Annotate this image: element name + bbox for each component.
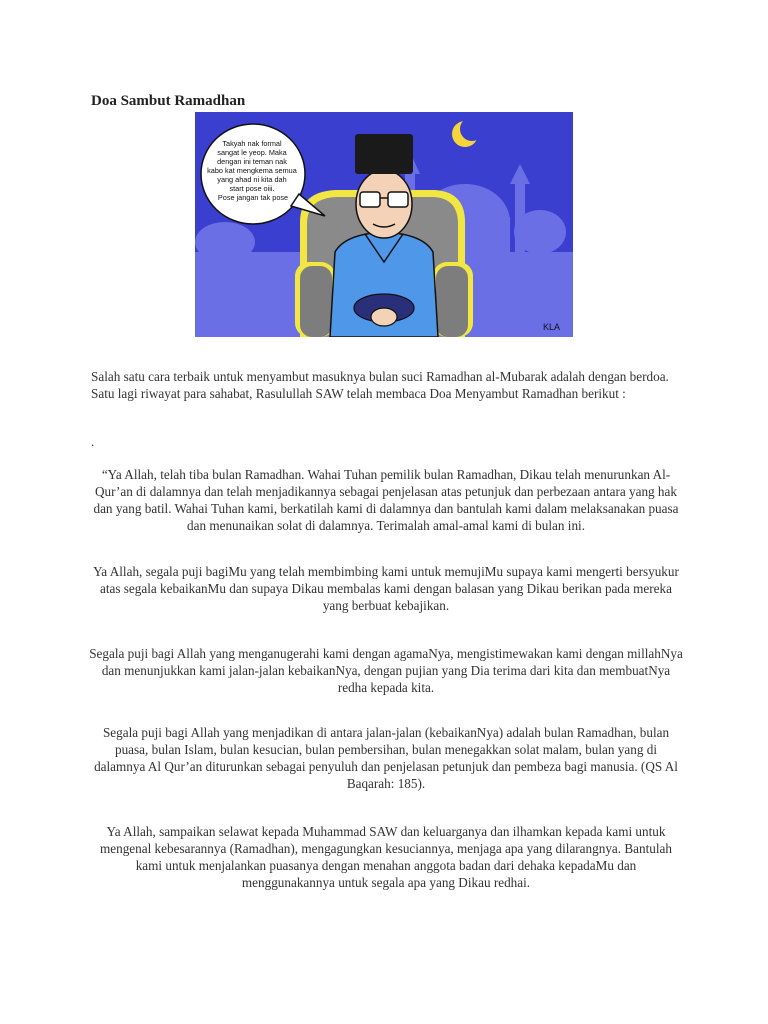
speech-line: yang ahad ni kita dah <box>217 175 287 184</box>
artist-signature: KLA <box>543 322 561 332</box>
speech-line: Pose jangan tak pose <box>217 193 289 202</box>
speech-line: Takyah nak formal <box>222 139 282 148</box>
document-title: Doa Sambut Ramadhan <box>91 93 246 109</box>
prayer-paragraph: Ya Allah, segala puji bagiMu yang telah membimbing kami untuk memujiMu supaya kami mengerti bersyukur atas segala kebaikanMu dan supaya Dikau membalas kami dengan balasan yang Dikau berikan pada mereka yang berbuat kebajikan. <box>93 564 679 613</box>
prayer-paragraph: “Ya Allah, telah tiba bulan Ramadhan. Wahai Tuhan pemilik bulan Ramadhan, Dikau telah menurunkan Al-Qur’an di dalamnya dan telah menjadikannya sebagai penjelasan atas petunjuk dan perbezaan antara yang hak dan yang batil. Wahai Tuhan kami, berkatilah kami di dalamnya dan bantulah kami dalam melaksanakan puasa dan menunaikan solat di dalamnya. Terimalah amal-amal kami di bulan ini. <box>93 467 679 533</box>
intro-paragraph: Salah satu cara terbaik untuk menyambut masuknya bulan suci Ramadhan al-Mubarak adalah dengan berdoa. Satu lagi riwayat para sahabat, Rasulullah SAW telah membaca Doa Menyambut Ramadhan berikut : <box>91 369 669 401</box>
speech-line: start pose oiii. <box>229 184 275 193</box>
separator-dot: . <box>91 434 95 449</box>
prayer-paragraph: Segala puji bagi Allah yang menjadikan di antara jalan-jalan (kebaikanNya) adalah bulan Ramadhan, bulan puasa, bulan Islam, bulan kesucian, bulan pembersihan, bulan menegakkan solat malam, bulan yang di dalamnya Al Qur’an diturunkan sebagai penyuluh dan penjelasan petunjuk dan pembeza bagi manusia. (QS Al Baqarah: 185). <box>94 725 678 791</box>
songkok-hat <box>355 134 413 174</box>
prayer-paragraph: Segala puji bagi Allah yang menganugerahi kami dengan agamaNya, mengistimewakan kami dengan millahNya dan menunjukkan kami jalan-jalan kebaikanNya, dengan pujian yang Dia terima dari kita dan membuatNya redha kepada kita. <box>89 646 683 695</box>
speech-line: kabo kat mengkema semua <box>207 166 297 175</box>
speech-line: dengan ini teman nak <box>217 157 287 166</box>
prayer-paragraph: Ya Allah, sampaikan selawat kepada Muhammad SAW dan keluarganya dan ilhamkan kepada kami untuk mengenal kebesarannya (Ramadhan), mengagungkan kesuciannya, menjaga apa yang dilarangnya. Bantulah kami untuk menjalankan puasanya dengan menahan anggota badan dari dehaka kepadaMu dan menggunakannya untuk segala apa yang Dikau redhai. <box>100 824 672 890</box>
speech-line: sangat le yeop. Maka <box>217 148 287 157</box>
svg-text:Takyah nak formal sangat <box>207 139 299 202</box>
cartoon-illustration <box>195 112 573 337</box>
